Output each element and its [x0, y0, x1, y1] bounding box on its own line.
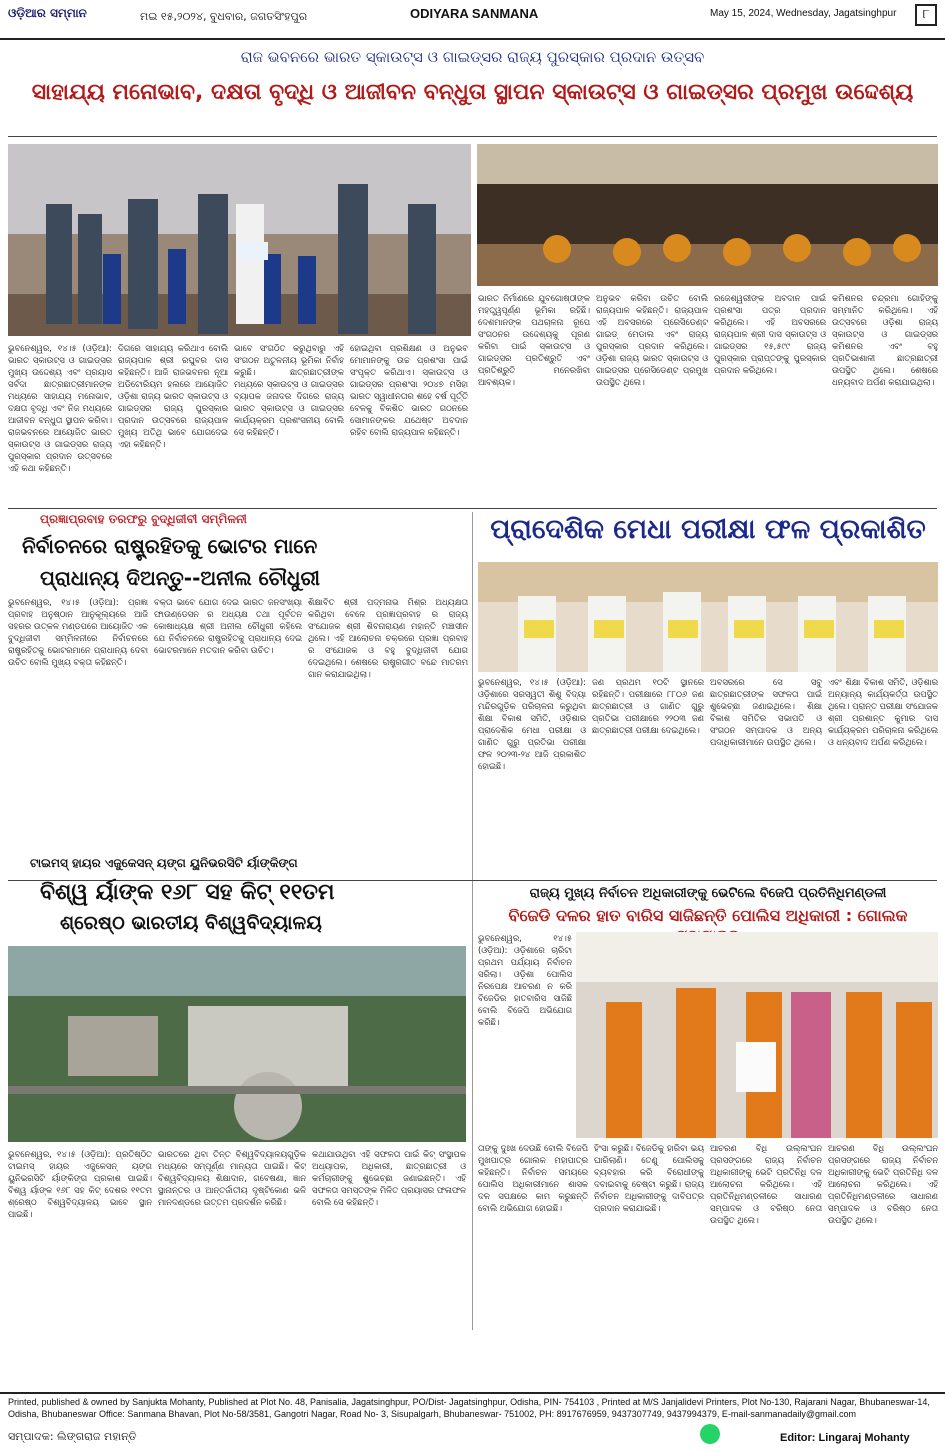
- story2-column: ଭୁବନେଶ୍ୱର, ୧୪।୫ (ଓଡ଼ିଆ): ପ୍ରଜ୍ଞା ପ୍ରବାହ ଅନୁଷ୍ଠାନ ଆନୁକୂଲ୍ୟରେ ଆଜି ସହରର ଉତ୍କଳ ମଣ୍ଡପରେ ଆୟୋଜିତ ଏକ ବୁଦ୍ଧିଜୀବୀ ସମ୍ମିଳନୀରେ ନିର୍ବାଚନରେ ରାଷ୍ଟ୍ରହିତକୁ ଭୋଟରମାନେ ପ୍ରାଧାନ୍ୟ ଦେବା ଉଚିତ ବୋଲି ମୁଖ୍ୟ ବକ୍ତା କହିଛନ୍ତି।: [8, 597, 148, 667]
- story1-column: ରଜେଶ୍ୱରୀଙ୍କ ଅବଦାନ ପାଇଁ ପ୍ରଶଂସା ପତ୍ର ପ୍ରଦାନ କରିଥିଲେ। ଏହି ଅବସରରେ ରାଜ୍ୟପାଳ ଶ୍ରୀ ଦାସ ସ୍କାଉଟ୍ସ ଓ ଗାଇଡ୍ସର ୧୫,୫୯୯ ରାଜ୍ୟ ପୁରସ୍କାର ପ୍ରାପ୍ତଙ୍କୁ ପୁରସ୍କାର ପ୍ରଦାନ କରିଥିଲେ।: [714, 293, 826, 375]
- story3-headline: ପ୍ରାଦେଶିକ ମେଧା ପରୀକ୍ଷା ଫଳ ପ୍ରକାଶିତ: [490, 514, 926, 545]
- page-number: ୮: [915, 4, 937, 26]
- masthead-logo: ଓଡ଼ିଆର ସମ୍ମାନ: [8, 6, 87, 20]
- story4-kicker: ଟାଇମସ୍ ହାୟର ଏଜୁକେସନ୍ ୟଙ୍ଗ ୟୁନିଭରସିଟି ର୍ୟାଙ୍କିଙ୍ଗ: [30, 856, 298, 870]
- scouts-award-photo-art: [8, 144, 471, 336]
- column-rule: [472, 884, 473, 1330]
- campus-aerial-photo-art: [8, 946, 466, 1142]
- story1-column: ଭୁବନେଶ୍ୱର, ୧୪।୫ (ଓଡ଼ିଆ): ଭାରତ ସ୍କାଉଟ୍ସ ଓ ଗାଇଡ୍ସର ମୁଖ୍ୟ ଉଦ୍ଦେଶ୍ୟ ଏବଂ ପ୍ରୟାସ ସର୍ବଦା ଛାତ୍ରଛାତ୍ରୀମାନଙ୍କ ମଧ୍ୟରେ ସାହାଯ୍ୟ ମନୋଭାବ, ଦକ୍ଷତା ବୃଦ୍ଧି ଏବଂ ନିଜ ମଧ୍ୟରେ ଆଜୀବନ ବନ୍ଧୁତା ସ୍ଥାପନ କରିବା। ରାଜଭବନରେ ଆୟୋଜିତ ଭାରତ ସ୍କାଉଟ୍ସ ଓ ଗାଇଡ୍ସର ରାଜ୍ୟ ପୁରସ୍କାର ପ୍ରଦାନ ଉତ୍ସବରେ ଏହି କଥା କହିଛନ୍ତି।: [8, 343, 112, 473]
- story1-column: ଭାରତ ନିର୍ମାଣରେ ଯୁବଗୋଷ୍ଠୀଙ୍କ ମହତ୍ତ୍ୱପୂର୍ଣ୍ଣ ଭୂମିକା ରହିଛି। ଦେଶମାନଙ୍କ ପଥଚାଳନା ରୂପେ ସଂଗଠନର ଉଦ୍ଦେଶ୍ୟକୁ ପୂରଣ କରିବା ପାଇଁ ସ୍କାଉଟ୍ସ ଓ ଗାଇଡ୍ସର ପ୍ରତିଶ୍ରୁତି ଏବଂ ପ୍ରତିଶ୍ରୁତି ମନେରଖିବା ଆବଶ୍ୟକ।: [478, 293, 590, 387]
- paper-name: ODIYARA SANMANA: [410, 6, 539, 21]
- story1-kicker: ରାଜ ଭବନରେ ଭାରତ ସ୍କାଉଟ୍ସ ଓ ଗାଇଡ୍ସର ରାଜ୍ୟ ପୁରସ୍କାର ପ୍ରଦାନ ଉତ୍ସବ: [240, 48, 705, 66]
- story1-headline: ସାହାଯ୍ୟ ମନୋଭାବ, ଦକ୍ଷତା ବୃଦ୍ଧି ଓ ଆଜୀବନ ବନ୍ଧୁତା ସ୍ଥାପନ ସ୍କାଉଟ୍ସ ଓ ଗାଇଡ୍ସର ପ୍ରମୁଖ ଉଦ୍ଦେଶ୍ୟ: [31, 80, 914, 105]
- story5-column: ଭୁବନେଶ୍ୱର, ୧୪।୫ (ଓଡ଼ିଆ): ଓଡ଼ିଶାରେ ଚାରିଟା ପ୍ରଥମ ପର୍ଯ୍ୟାୟ ନିର୍ବାଚନ ସରିଲା। ଓଡ଼ିଶା ପୋଲିସ ନିରପେକ୍ଷ ଆଚରଣ ନ କରି ବିଜେଡିର ହାତବାରିସ ସାଜିଛି ବୋଲି ବିଜେପି ଅଭିଯୋଗ କରିଛି।: [478, 933, 572, 1027]
- story1-column: ହୋଇଥିବା ପ୍ରଶିକ୍ଷଣ ଓ ଅନୁଭବ ମୋମାନଙ୍କୁ ଉଚ୍ଚ ପ୍ରଶଂସା ପାଇଁ ସଂପୃକ୍ତ କରିଥାଏ। ସ୍କାଉଟ୍ସ ଓ ଗାଇଡ୍ସର ପ୍ରଶଂସା ୨୦୪୭ ମସିହା ଭାରତ ସ୍ୱାଧୀନତାର ଶହେ ବର୍ଷ ପୂର୍ତ୍ତି ବେଳକୁ ବିକଶିତ ଭାରତ ଗଠନରେ ସୋମାନଙ୍କର ଯଥେଷ୍ଟ ଅବଦାନ ରହିବ ବୋଲି ରାଜ୍ୟପାଳ କହିଛନ୍ତି।: [350, 343, 468, 437]
- column-rule: [472, 512, 473, 890]
- story5-column: ଆଚରଣ ବିଧି ଉଲ୍ଲଂଘନ ପ୍ରସଙ୍ଗରେ ରାଜ୍ୟ ନିର୍ବାଚନ ଅଧିକାରୀଙ୍କୁ ଭେଟି ପ୍ରତିନିଧି ଦଳ ଆଲୋଚନା କରିଥିଲେ। ଏହି ପ୍ରତିନିଧିମଣ୍ଡଳୀରେ ସାଧାରଣ ସମ୍ପାଦକ ଓ ବରିଷ୍ଠ ନେତା ଉପସ୍ଥିତ ଥିଲେ।: [828, 1143, 938, 1225]
- story3-column: ଭୁବନେଶ୍ୱର, ୧୪।୫ (ଓଡ଼ିଆ): ଓଡ଼ିଶାରେ ସରସ୍ୱତୀ ଶିଶୁ ବିଦ୍ୟା ମନ୍ଦିରଗୁଡ଼ିକ ପରିଚାଳନା କରୁଥିବା ଶିକ୍ଷା ବିକାଶ ସମିତି, ଓଡ଼ିଶାର ପ୍ରାଦେଶିକ ମେଧା ପରୀକ୍ଷା ଓ ଗାଣିତ ଗୁରୁ ପ୍ରତିଭା ପରୀକ୍ଷା ଫଳ ୨୦୨୩-୨୪ ଆଜି ପ୍ରକାଶିତ ହୋଇଛି।: [478, 677, 586, 771]
- story5-column: ଆଚରଣ ବିଧି ଉଲ୍ଲଂଘନ ପ୍ରସଙ୍ଗରେ ରାଜ୍ୟ ନିର୍ବାଚନ ଅଧିକାରୀଙ୍କୁ ଭେଟି ପ୍ରତିନିଧି ଦଳ ଆଲୋଚନା କରିଥିଲେ। ଏହି ପ୍ରତିନିଧିମଣ୍ଡଳୀରେ ସାଧାରଣ ସମ୍ପାଦକ ଓ ବରିଷ୍ଠ ନେତା ଉପସ୍ଥିତ ଥିଲେ।: [710, 1143, 822, 1225]
- story3-column: ଏବଂ ଶିକ୍ଷା ବିକାଶ ସମିତି, ଓଡ଼ିଶାର ଅନ୍ୟାନ୍ୟ କାର୍ଯ୍ୟକର୍ତ୍ତା ଉପସ୍ଥିତ ଥିଲେ। ପ୍ରାନ୍ତ ପରୀକ୍ଷା ସଂଯୋଜକ ଶ୍ରୀ ପ୍ରଶାନ୍ତ କୁମାର ଦାସ କାର୍ଯ୍ୟକ୍ରମ ପରିଚାଳନା କରିଥିଲେ ଓ ଧନ୍ୟବାଦ ଅର୍ପଣ କରିଥିଲେ।: [828, 677, 938, 747]
- cultural-dance-photo-art: [477, 144, 938, 286]
- campus-aerial-photo: [8, 946, 466, 1142]
- story2-column: ବକ୍ତା ଭାବେ ଯୋଗ ଦେଇ ଭାରତ ଜନସଂଖ୍ୟା ଫାଉଣ୍ଡେସନ ର ଅଧ୍ୟକ୍ଷ ତଥା ପୂର୍ବତନ କୋଷାଧ୍ୟକ୍ଷ ଶ୍ରୀ ଅନୀଲ ଚୌଧୁରୀ କହିଲେ ଯେ ନିର୍ବାଚନରେ ରାଷ୍ଟ୍ରହିତକୁ ପ୍ରାଧାନ୍ୟ ଦେଇ ଭୋଟରମାନେ ମତଦାନ କରିବା ଉଚିତ।: [154, 597, 302, 655]
- story5-column: ହିଂସା କରୁଛି। ବିଜେଡିକୁ ହାରିବା ଭୟ ଘାରିଲାଣି। ତେଣୁ ପୋଲିସକୁ ବ୍ୟବହାର କରି ବିରୋଧୀଙ୍କୁ ଦବାଇବାକୁ ଚେଷ୍ଟା କରୁଛି। ରାଜ୍ୟ ନିର୍ବାଚନ ଅଧିକାରୀଙ୍କୁ ଦାବିପତ୍ର ପ୍ରଦାନ କରାଯାଇଛି।: [594, 1143, 704, 1213]
- page-header: [0, 0, 945, 40]
- bjp-delegation-photo-art: [576, 932, 938, 1138]
- imprint-line: Printed, published & owned by Sanjukta Mohanty, Published at Plot No. 48, Panisalia, Jagatsinghpur, PO/Dist- Jagatsinghpur, Odisha, PIN- 754103 , Printed at M/S Janjalidevi Printers, Plot No-130, Rajarani Nagar, Bhubaneswar-14, Odisha, Bhubaneswar Office: Sanmana Bhavan, Plot No-58/3581, Gangotri Nagar, Road No- 3, Sisupalgarh, Bhubaneswar- 751002, PH: 8917676959, 9437307749, 9437994379, E-mail-sanmanadaily@gmail.com: [8, 1397, 930, 1419]
- header-date-odia: ମଇ ୧୫,୨୦୨୪, ବୁଧବାର, ଜଗତସିଂହପୁର: [140, 10, 308, 23]
- story2-kicker: ପ୍ରଜ୍ଞାପ୍ରବାହ ତରଫରୁ ବୁଦ୍ଧିଜୀବୀ ସମ୍ମିଳନୀ: [40, 512, 247, 526]
- story1-column: କମିଶନର ଚନ୍ଦ୍ରମା ଗୋହିଙ୍କୁ ସମ୍ମାନିତ କରିଥିଲେ। ଏହି ଉତ୍ସବରେ ଓଡ଼ିଶା ରାଜ୍ୟ ସ୍କାଉଟ୍ସ ଓ ଗାଇଡ୍ସର କମିଶନର ଏବଂ ବହୁ ପ୍ରତିଭାଶାଳୀ ଛାତ୍ରଛାତ୍ରୀ ଉପସ୍ଥିତ ଥିଲେ। ଶେଷରେ ଧନ୍ୟବାଦ ଅର୍ପଣ କରାଯାଇଥିଲା।: [832, 293, 938, 387]
- story1-column: ଦିଗରେ ସାହାଯ୍ୟ କରିଥାଏ ବୋଲି ରାଜ୍ୟପାଳ ଶ୍ରୀ ରଘୁବର ଦାସ କହିଛନ୍ତି। ଆଜି ରାଜଭବନର ନୂଆ ଅଡିଟୋରିୟମ ହଲରେ ଆୟୋଜିତ ଓଡ଼ିଶା ରାଜ୍ୟ ଭାରତ ସ୍କାଉଟ୍ସ ଓ ଗାଇଡ୍ସର ରାଜ୍ୟ ପୁରସ୍କାର ପ୍ରଦାନ ଉତ୍ସବରେ ରାଜ୍ୟପାଳ ମୁଖ୍ୟ ଅତିଥି ଭାବେ ଯୋଗଦେଇ ଏହା କହିଛନ୍ତି।: [118, 343, 228, 449]
- whatsapp-icon: [700, 1424, 720, 1444]
- story3-column: ଅବସରରେ ସେ ସବୁ ଛାତ୍ରଛାତ୍ରୀଙ୍କ ସଫଳତା ପାଇଁ ଶୁଭେଚ୍ଛା ଜଣାଇଥିଲେ। ଶିକ୍ଷା ବିକାଶ ସମିତିର ସଭାପତି ଓ ସଂଗଠନ ସମ୍ପାଦକ ଓ ଅନ୍ୟ ପଦାଧିକାରୀମାନେ ଉପସ୍ଥିତ ଥିଲେ।: [710, 677, 822, 747]
- story4-column: ଭାରତରେ ଥିବା ତିନ୍ତ ବିଶ୍ୱବିଦ୍ୟାଳୟଗୁଡ଼ିକ ମଧ୍ୟରେ ସମ୍ପୂର୍ଣ୍ଣ ମାନ୍ୟତା ପାଇଛି। କିଟ୍ ବିଶ୍ୱବିଦ୍ୟାଳୟ ଶିକ୍ଷାଦାନ, ଗବେଷଣା, ଜ୍ଞାନ ସ୍ଥାନାନ୍ତର ଓ ଆନ୍ତର୍ଜାତୀୟ ଦୃଷ୍ଟିକୋଣ ଭଳି ମାନଦଣ୍ଡରେ ଉତ୍ତମ ପ୍ରଦର୍ଶନ କରିଛି।: [158, 1149, 306, 1207]
- story4-headline-line1: ବିଶ୍ୱ ର୍ୟାଙ୍କ ୧୬୮ ସହ କିଟ୍ ୧୧ତମ: [40, 880, 335, 905]
- cultural-dance-photo: [477, 144, 938, 286]
- story2-headline-line2: ପ୍ରାଧାନ୍ୟ ଦିଅନ୍ତୁ--ଅନୀଲ ଚୌଧୁରୀ: [40, 566, 320, 590]
- merit-result-photo-art: [478, 562, 938, 672]
- header-date-english: May 15, 2024, Wednesday, Jagatsinghpur: [710, 8, 897, 19]
- merit-result-photo: [478, 562, 938, 672]
- story4-column: ଭୁବନେଶ୍ୱର, ୧୪।୫ (ଓଡ଼ିଆ): ପ୍ରତିଷ୍ଠିତ ଟାଇମସ୍ ହାୟର ଏଜୁକେସନ୍ ୟଙ୍ଗ ୟୁନିଭରସିଟି ର୍ୟାଙ୍କିଙ୍ଗ ପ୍ରକାଶ ପାଇଛି। ବିଶ୍ୱ ର୍ୟାଙ୍କ ୧୬୮ ସହ କିଟ୍ ଦେଶର ୧୧ତମ ଶ୍ରେଷ୍ଠ ବିଶ୍ୱବିଦ୍ୟାଳୟ ଭାବେ ସ୍ଥାନ ପାଇଛି।: [8, 1149, 152, 1219]
- story4-column: କଥାଯାଉଥିବା ଏହି ସଫଳତା ପାଇଁ କିଟ୍ ସଂସ୍ଥାପକ ଅଧ୍ୟାପକ, ଅଧିକାରୀ, ଛାତ୍ରଛାତ୍ରୀ ଓ କର୍ମଚାରୀଙ୍କୁ ଶୁଭେଚ୍ଛା ଜଣାଇଛନ୍ତି। ଏହି ସଫଳତା ସମସ୍ତଙ୍କ ମିଳିତ ପ୍ରୟାସର ଫଳାଫଳ ବୋଲି ସେ କହିଛନ୍ତି।: [312, 1149, 466, 1207]
- divider: [8, 136, 937, 137]
- scouts-award-photo: [8, 144, 471, 336]
- story4-headline-line2: ଶ୍ରେଷ୍ଠ ଭାରତୀୟ ବିଶ୍ୱବିଦ୍ୟାଳୟ: [60, 912, 322, 934]
- divider: [8, 508, 937, 509]
- footer-rule: [0, 1392, 945, 1394]
- story5-headline: ବିଜେଡି ଦଳର ହାତ ବାରିସ ସାଜିଛନ୍ତି ପୋଲିସ ଅଧିକାରୀ : ଗୋଲକ: [508, 906, 908, 925]
- story5-kicker: ରାଜ୍ୟ ମୁଖ୍ୟ ନିର୍ବାଚନ ଅଧିକାରୀଙ୍କୁ ଭେଟିଲେ ବିଜେପି ପ୍ରତିନିଧିମଣ୍ଡଳୀ: [529, 886, 887, 901]
- editor-english: Editor: Lingaraj Mohanty: [780, 1432, 910, 1444]
- story5-column: ତାଙ୍କୁ ଦୁଃଖ ଦେଉଛି ବୋଲି ବିଜେପି ମୁଖପାତ୍ର ଗୋଲକ ମହାପାତ୍ର କହିଛନ୍ତି। ନିର୍ବାଚନ ସମୟରେ ପୋଲିସ ଅଧିକାରୀମାନେ ଶାସକ ଦଳ ସପକ୍ଷରେ କାମ କରୁଛନ୍ତି ବୋଲି ଅଭିଯୋଗ ହୋଇଛି।: [478, 1143, 588, 1213]
- story2-headline-line1: ନିର୍ବାଚନରେ ରାଷ୍ଟ୍ରହିତକୁ ଭୋଟର ମାନେ: [22, 534, 318, 558]
- bjp-delegation-photo: [576, 932, 938, 1138]
- story3-column: ଜଣ ପ୍ରଥମ ୧୦ଟି ସ୍ଥାନରେ ରହିଛନ୍ତି। ପରୀକ୍ଷାରେ ୮୮୦୬ ଜଣ ଛାତ୍ରଛାତ୍ରୀ ଓ ଗାଣିତ ଗୁରୁ ପ୍ରତିଭା ପରୀକ୍ଷାରେ ୨୨୦୩ ଜଣ ଛାତ୍ରଛାତ୍ରୀ ପରୀକ୍ଷା ଦେଇଥିଲେ।: [592, 677, 704, 735]
- story1-column: ଅନୁଭବ କରିବା ଉଚିତ ବୋଲି ରାଜ୍ୟପାଳ କହିଛନ୍ତି। ରାଜ୍ୟପାଳ ଏହି ଅବସରରେ ପ୍ରେସିଡେଣ୍ଟ ଗାଇଡ୍ ମେଡାଲ ଏବଂ ରାଜ୍ୟ ପୁରସ୍କାର ପ୍ରଦାନ କରିଥିଲେ। ଓଡ଼ିଶା ରାଜ୍ୟ ଭାରତ ସ୍କାଉଟ୍ସ ଓ ଗାଇଡ୍ସର ପ୍ରେସିଡେଣ୍ଟ ପ୍ରମୁଖ ଉପସ୍ଥିତ ଥିଲେ।: [596, 293, 708, 387]
- story1-column: ଭାବେ ସଂଗଠିତ କରୁଥିବାରୁ ଏହି ସଂଗଠନ ଅତୁଳନୀୟ ଭୂମିକା ନିର୍ବାହ କରୁଛି। ଛାତ୍ରଛାତ୍ରୀଙ୍କ ମଧ୍ୟରେ ସ୍କାଉଟ୍ସ ଓ ଗାଇଡ୍ସର ବ୍ୟାପକ ଜନାଦର ଦିଗରେ ରାଜ୍ୟ ଭାରତ ସ୍କାଉଟ୍ସ ଓ ଗାଇଡ୍ସର କାର୍ଯ୍ୟକ୍ରମ ପ୍ରଶଂସନୀୟ ବୋଲି ସେ କହିଛନ୍ତି।: [234, 343, 344, 437]
- editor-odia: ସମ୍ପାଦକ: ଲିଙ୍ଗରାଜ ମହାନ୍ତି: [8, 1430, 137, 1443]
- story2-column: ଶିକ୍ଷାବିତ ଶ୍ରୀ ପଦ୍ମନାଭ ମିଶ୍ର ଅଧ୍ୟକ୍ଷତା କରିଥିବା ବେଳେ ପ୍ରଜ୍ଞାପ୍ରବାହ ର ରାଜ୍ୟ ସଂଯୋଜକ ଶ୍ରୀ ଶିବନାରାୟଣ ମହାନ୍ତି ମଞ୍ଚାସୀନ ଥିଲେ। ଏହି ଆଲୋଚନା ଚକ୍ରରେ ପ୍ରଜ୍ଞା ପ୍ରବାହ ର ସଂଯୋଜକ ଓ ବହୁ ବୁଦ୍ଧିଜୀବୀ ଯୋଗ ଦେଇଥିଲେ। ଶେଷରେ ରାଷ୍ଟ୍ରଗୀତ ବନ୍ଦେ ମାତରମ ଗାନ କରାଯାଇଥିଲା।: [308, 597, 468, 679]
